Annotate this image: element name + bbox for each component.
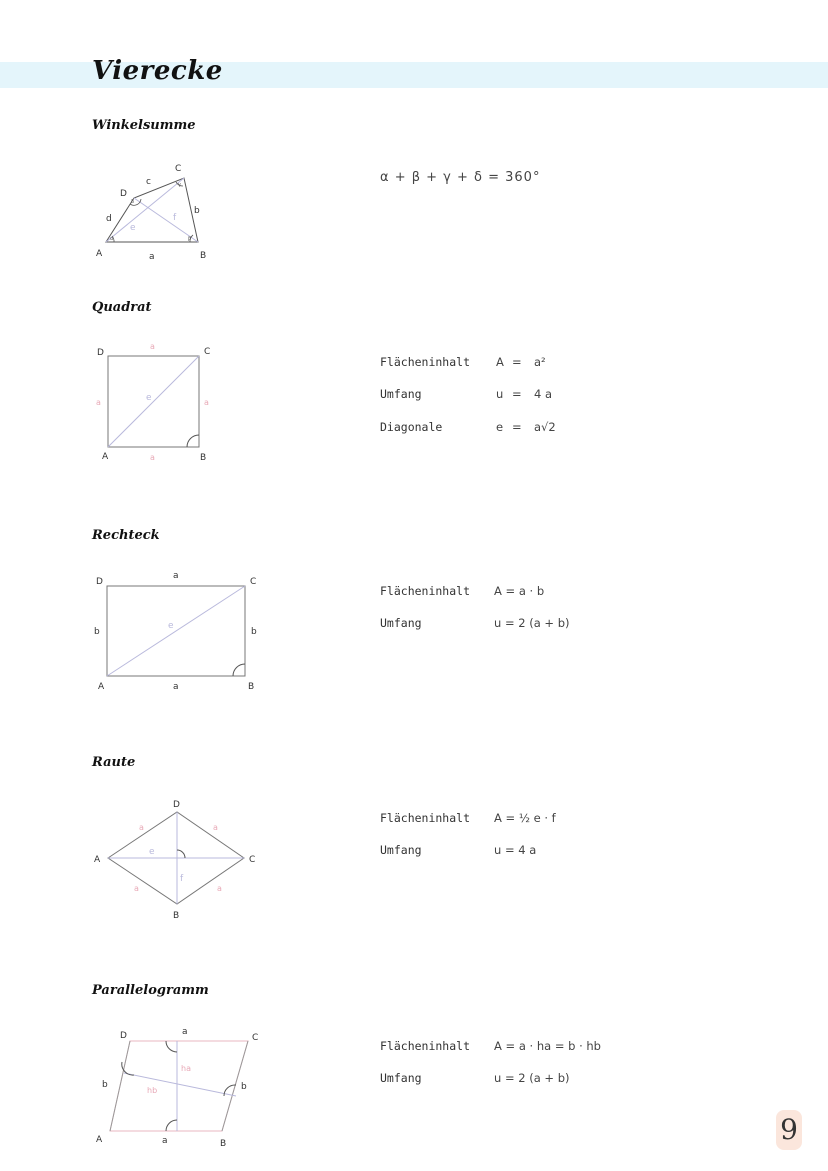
vertex-d: D	[96, 577, 103, 587]
vertex-b: B	[200, 251, 207, 261]
side-a-bottom: a	[162, 1136, 168, 1146]
side-c: c	[146, 177, 151, 187]
vertex-c: C	[204, 347, 211, 357]
vertex-a: A	[98, 682, 105, 692]
formula-var-perimeter: u	[496, 387, 504, 401]
page-title: Vierecke	[92, 56, 223, 86]
vertex-c: C	[250, 577, 257, 587]
side-a-top: a	[173, 571, 179, 581]
vertex-b: B	[220, 1139, 227, 1149]
vertex-d: D	[120, 189, 127, 199]
formula-label-perimeter: Umfang	[380, 616, 422, 630]
formula-label-area: Flächeninhalt	[380, 811, 471, 825]
formula-var-diagonal: e	[496, 420, 504, 434]
side-b-left: b	[102, 1080, 108, 1090]
formula-expr-area: A = ½ e · f	[494, 811, 556, 825]
vertex-d: D	[97, 348, 104, 358]
side-a-top-left: a	[139, 823, 144, 832]
vertex-d: D	[173, 800, 180, 810]
vertex-c: C	[175, 164, 182, 174]
vertex-a: A	[96, 1135, 103, 1145]
diagonal-e: e	[168, 621, 174, 631]
formula-expr-area: A = a · b	[494, 584, 545, 598]
diagonal-e: e	[146, 393, 152, 403]
formula-var-area: A	[496, 355, 504, 369]
heading-quadrat: Quadrat	[92, 300, 152, 315]
formula-expr-area: A = a · ha = b · hb	[494, 1039, 601, 1053]
side-a-top-right: a	[213, 823, 218, 832]
angle-beta: β	[188, 236, 192, 242]
side-a-right: a	[204, 398, 209, 407]
page-number: 9	[776, 1110, 802, 1150]
angle-alpha: α	[110, 236, 114, 242]
vertex-d: D	[120, 1031, 127, 1041]
vertex-b: B	[248, 682, 255, 692]
vertex-b: B	[173, 911, 180, 921]
side-b-left: b	[94, 627, 100, 637]
diagonal-f: f	[180, 874, 184, 884]
formula-label-perimeter: Umfang	[380, 387, 422, 401]
vertex-a: A	[96, 249, 103, 259]
side-a-top: a	[182, 1027, 188, 1037]
angle-delta: δ	[131, 199, 135, 205]
formula-label-area: Flächeninhalt	[380, 1039, 471, 1053]
formula-expr-perimeter: u = 2 (a + b)	[494, 1071, 570, 1085]
heading-winkelsumme: Winkelsumme	[92, 118, 196, 133]
diagonal-f: f	[173, 213, 177, 223]
diagonal-e: e	[149, 847, 155, 857]
height-ha: ha	[181, 1064, 191, 1073]
formula-expr-perimeter: 4 a	[534, 387, 553, 401]
formula-label-area: Flächeninhalt	[380, 584, 471, 598]
vertex-a: A	[102, 452, 109, 462]
side-b-right: b	[251, 627, 257, 637]
side-a-bottom-right: a	[217, 884, 222, 893]
angle-sum-formula: α + β + γ + δ = 360°	[380, 170, 541, 185]
side-a-top: a	[150, 342, 155, 351]
side-b-right: b	[241, 1082, 247, 1092]
formula-label-diagonal: Diagonale	[380, 420, 443, 434]
formula-expr-perimeter: u = 2 (a + b)	[494, 616, 570, 630]
side-a-bottom: a	[173, 682, 179, 692]
formula-eq-perimeter: =	[512, 387, 522, 401]
side-a: a	[149, 252, 155, 262]
heading-rechteck: Rechteck	[92, 528, 160, 543]
formula-expr-diagonal: a√2	[534, 420, 556, 434]
side-a-left: a	[96, 398, 101, 407]
vertex-c: C	[249, 855, 256, 865]
formula-label-area: Flächeninhalt	[380, 355, 471, 369]
vertex-c: C	[252, 1033, 259, 1043]
diagonal-e: e	[130, 223, 136, 233]
heading-parallelogramm: Parallelogramm	[92, 983, 209, 998]
side-a-bottom: a	[150, 453, 155, 462]
height-hb: hb	[147, 1086, 158, 1095]
heading-raute: Raute	[92, 755, 136, 770]
angle-gamma: γ	[178, 182, 181, 188]
formula-expr-perimeter: u = 4 a	[494, 843, 537, 857]
side-a-bottom-left: a	[134, 884, 139, 893]
formula-label-perimeter: Umfang	[380, 1071, 422, 1085]
formula-eq-diagonal: =	[512, 420, 522, 434]
formula-label-perimeter: Umfang	[380, 843, 422, 857]
formula-expr-area: a²	[534, 355, 546, 369]
side-b: b	[194, 206, 200, 216]
side-d: d	[106, 214, 112, 224]
formula-eq-area: =	[512, 355, 522, 369]
vertex-b: B	[200, 453, 207, 463]
vertex-a: A	[94, 855, 101, 865]
